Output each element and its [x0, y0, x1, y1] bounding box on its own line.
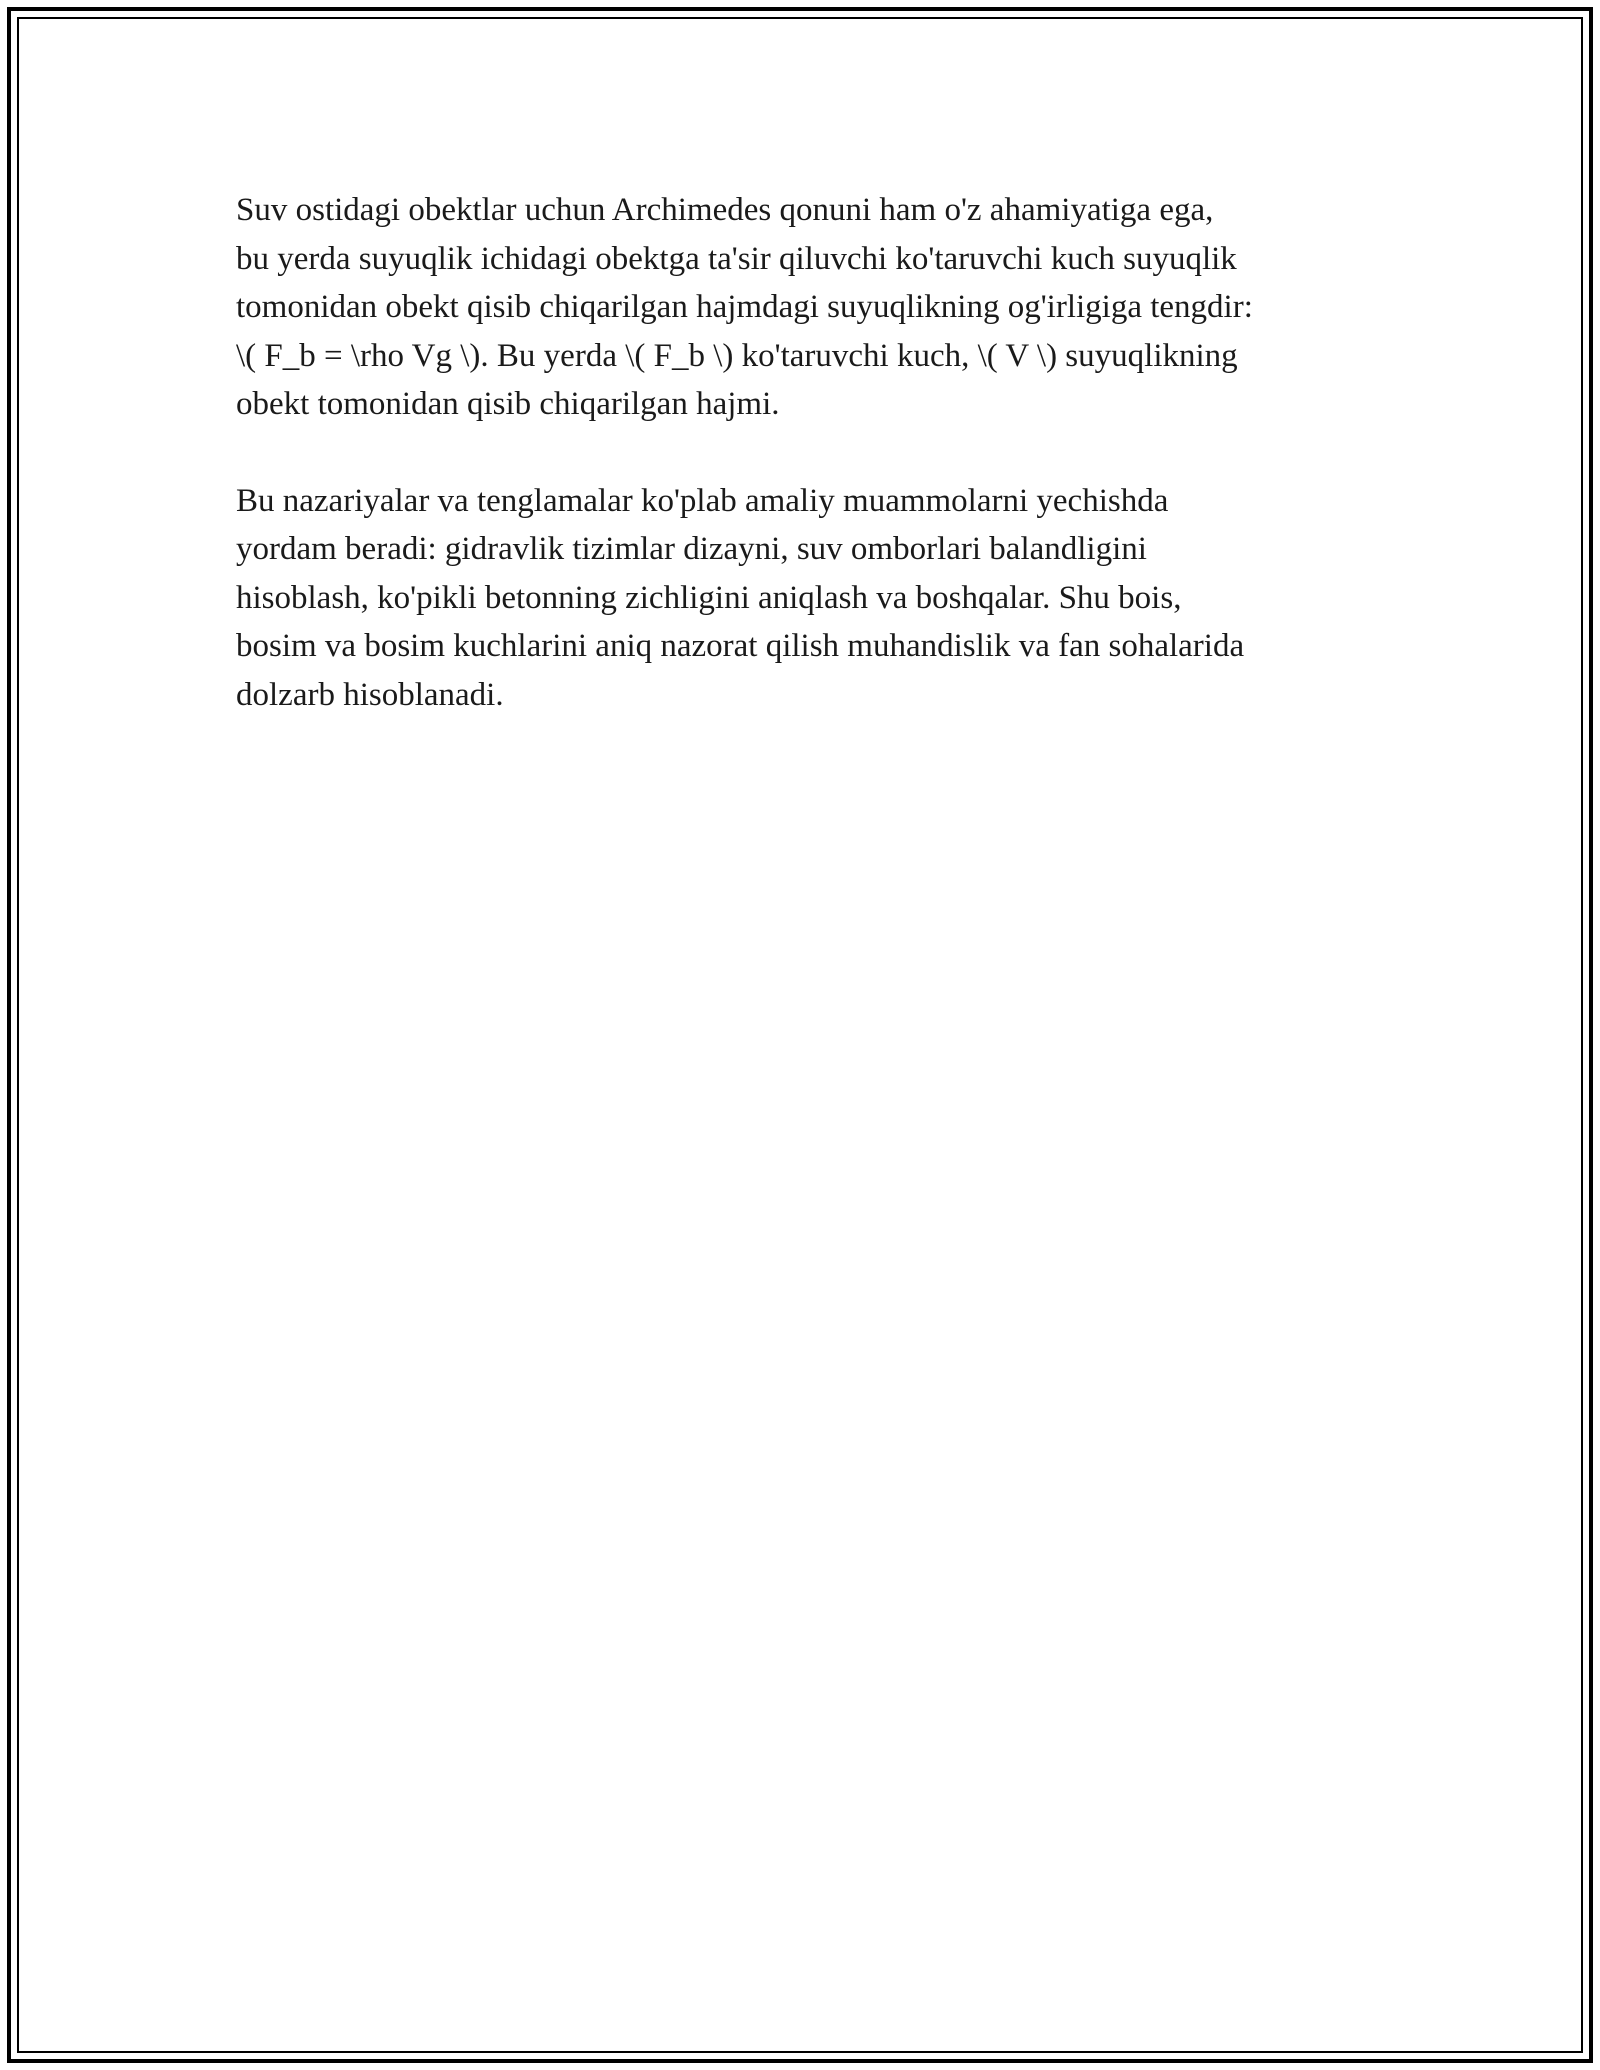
text-line: bu yerda suyuqlik ichidagi obektga ta'sir qiluvchi ko'taruvchi kuch suyuqlik [236, 240, 1237, 277]
text-line: \( F_b = \rho Vg \). Bu yerda \( F_b \) ko'taruvchi kuch, \( V \) suyuqlikning [236, 337, 1238, 374]
text-line: tomonidan obekt qisib chiqarilgan hajmdagi suyuqlikning og'irligiga tengdir: [236, 289, 1253, 325]
text-line: bosim va bosim kuchlarini aniq nazorat qilish muhandislik va fan sohalarida [236, 628, 1245, 664]
text-line: hisoblash, ko'pikli betonning zichligini aniqlash va boshqalar. Shu bois, [236, 579, 1182, 616]
document-body [236, 186, 1366, 767]
paragraph-applications [236, 477, 1366, 720]
text-line: Suv ostidagi obektlar uchun Archimedes qonuni ham o'z ahamiyatiga ega, [236, 192, 1214, 228]
text-line: Bu nazariyalar va tenglamalar ko'plab amaliy muammolarni yechishda [236, 482, 1169, 519]
text-line: dolzarb hisoblanadi. [236, 676, 504, 713]
paragraph-archimedes [236, 186, 1366, 429]
text-line: yordam beradi: gidravlik tizimlar dizayni, suv omborlari balandligini [236, 531, 1147, 567]
text-line: obekt tomonidan qisib chiqarilgan hajmi. [236, 386, 780, 422]
